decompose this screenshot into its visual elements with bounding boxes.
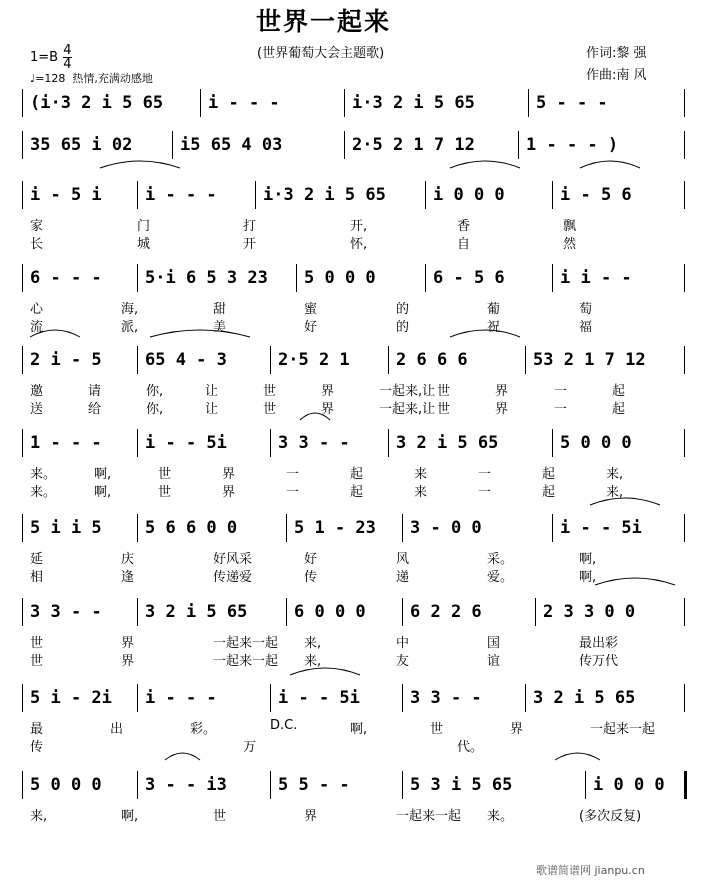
barline [552, 264, 553, 292]
barline [528, 89, 529, 117]
lyric: 萄 [579, 302, 593, 317]
slur [290, 668, 360, 675]
measure-notes: i - - - [145, 185, 217, 205]
measure-notes: i·3 2 i 5 65 [263, 185, 386, 205]
lyric: 起 [350, 485, 364, 500]
lyric: 你, [146, 402, 164, 417]
measure-notes: 5·i 6 5 3 23 [145, 268, 268, 288]
slur [580, 161, 640, 168]
lyric: 的 [396, 320, 410, 335]
watermark: 歌谱简谱网 jianpu.cn [536, 864, 645, 877]
lyric: 一起来一起 [213, 636, 279, 651]
slur [100, 161, 180, 168]
lyric: 啊, [94, 485, 112, 500]
measure-notes: i - - 5i [278, 688, 360, 708]
measure-notes: 3 - - i3 [145, 775, 227, 795]
measure-notes: 5 0 0 0 [304, 268, 376, 288]
lyric: 一 [286, 485, 300, 500]
lyric: 相 [30, 570, 44, 585]
lyric: D.C. [270, 718, 298, 733]
lyric: 送 [30, 402, 44, 417]
lyric: 让 [205, 384, 219, 399]
lyricist: 作词:黎 强 [586, 46, 647, 61]
lyric: 一起来,让 [379, 402, 436, 417]
measure-notes: 3 2 i 5 65 [145, 602, 248, 622]
measure-notes: i - - - [145, 688, 217, 708]
lyric: 界 [495, 402, 509, 417]
lyric: 开, [350, 219, 368, 234]
lyric: 庆 [121, 552, 135, 567]
lyric: 世 [213, 809, 227, 824]
lyric: 逢 [121, 570, 135, 585]
lyric: 一 [554, 402, 568, 417]
barline [684, 89, 685, 117]
lyric: 一 [286, 467, 300, 482]
lyric: 一起来一起 [590, 722, 656, 737]
measure-notes: i - - 5i [145, 433, 227, 453]
measure-notes: i5 65 4 03 [180, 135, 283, 155]
lyric: 界 [510, 722, 524, 737]
lyric: 传 [304, 570, 318, 585]
barline [525, 346, 526, 374]
barline [296, 264, 297, 292]
time-signature: $\frac{4}{4}$ [63, 43, 72, 72]
lyric: 好 [304, 552, 318, 567]
barline [585, 771, 586, 799]
lyric: 来 [414, 467, 428, 482]
lyric: 界 [321, 384, 335, 399]
barline [402, 598, 403, 626]
barline [270, 429, 271, 457]
lyric: 传递爱 [213, 570, 253, 585]
lyric: 最 [30, 722, 44, 737]
lyric: 世 [437, 384, 451, 399]
measure-notes: 6 2 2 6 [410, 602, 482, 622]
lyric: 啊, [350, 722, 368, 737]
lyric: 起 [542, 485, 556, 500]
lyric: 心 [30, 302, 44, 317]
measure-notes: i - 5 i [30, 185, 102, 205]
lyric: 美 [213, 320, 227, 335]
measure-notes: 3 2 i 5 65 [533, 688, 636, 708]
lyric: 世 [158, 485, 172, 500]
barline [137, 346, 138, 374]
lyric: 世 [263, 384, 277, 399]
measure-notes: 1 - - - [30, 433, 102, 453]
lyric: 啊, [121, 809, 139, 824]
lyric: 来。 [30, 485, 57, 500]
lyric: 飘 [563, 219, 577, 234]
slur [150, 330, 250, 337]
lyric: 来, [304, 654, 322, 669]
barline [137, 771, 138, 799]
barline [425, 181, 426, 209]
lyric: 来, [304, 636, 322, 651]
barline [402, 771, 403, 799]
barline [684, 264, 685, 292]
lyric: 出 [110, 722, 124, 737]
lyric: 来, [30, 809, 48, 824]
barline [684, 771, 687, 799]
lyric: 友 [396, 654, 410, 669]
barline [22, 264, 23, 292]
measure-notes: 35 65 i 02 [30, 135, 133, 155]
key-signature [30, 44, 73, 71]
measure-notes: 65 4 - 3 [145, 350, 227, 370]
lyric: 世 [30, 636, 44, 651]
barline [684, 346, 685, 374]
barline [137, 514, 138, 542]
lyric: 打 [243, 219, 257, 234]
barline [22, 131, 23, 159]
lyric: 来, [606, 485, 624, 500]
lyric: 给 [88, 402, 102, 417]
measure-notes: 2 6 6 6 [396, 350, 468, 370]
lyric: 啊, [94, 467, 112, 482]
lyric: 派, [121, 320, 139, 335]
barline [684, 684, 685, 712]
key-label: 1=B [30, 50, 59, 65]
barline [286, 514, 287, 542]
lyric: 好 [304, 320, 318, 335]
lyric: 祝 [487, 320, 501, 335]
measure-notes: 3 3 - - [278, 433, 350, 453]
lyric: 的 [396, 302, 410, 317]
lyric: 好风采 [213, 552, 253, 567]
measure-notes: 2 i - 5 [30, 350, 102, 370]
measure-notes: 6 - - - [30, 268, 102, 288]
lyric: 自 [457, 237, 471, 252]
barline [425, 264, 426, 292]
lyric: 最出彩 [579, 636, 619, 651]
measure-notes: 3 2 i 5 65 [396, 433, 499, 453]
lyric: 世 [430, 722, 444, 737]
lyric: 界 [495, 384, 509, 399]
slur [450, 161, 520, 168]
barline [137, 598, 138, 626]
lyric: 啊, [579, 570, 597, 585]
measure-notes: 5 i i 5 [30, 518, 102, 538]
lyric: 国 [487, 636, 501, 651]
lyric: 万 [243, 740, 257, 755]
lyric: 啊, [579, 552, 597, 567]
lyric: 界 [222, 485, 236, 500]
lyric: 一起来,让 [379, 384, 436, 399]
lyric: 蜜 [304, 302, 318, 317]
barline [22, 429, 23, 457]
barline [684, 429, 685, 457]
barline [388, 429, 389, 457]
lyric: 传万代 [579, 654, 619, 669]
barline [525, 684, 526, 712]
barline [137, 429, 138, 457]
measure-notes: 6 - 5 6 [433, 268, 505, 288]
barline [684, 598, 685, 626]
lyric: 开 [243, 237, 257, 252]
slur [450, 330, 520, 337]
measure-notes: 6 0 0 0 [294, 602, 366, 622]
lyric: 彩。 [190, 722, 217, 737]
tempo-marking: ♩=128 热情,充满动感地 [30, 72, 153, 85]
barline [22, 346, 23, 374]
measure-notes: 3 3 - - [410, 688, 482, 708]
barline [137, 684, 138, 712]
lyric: 世 [30, 654, 44, 669]
lyric: 起 [612, 402, 626, 417]
measure-notes: 5 5 - - [278, 775, 350, 795]
lyric: 请 [88, 384, 102, 399]
lyric: 中 [396, 636, 410, 651]
barline [22, 598, 23, 626]
measure-notes: i - - 5i [560, 518, 642, 538]
song-title: 世界一起来 [256, 7, 392, 36]
lyric: 香 [457, 219, 471, 234]
lyric: 一 [478, 485, 492, 500]
barline [684, 514, 685, 542]
measure-notes: (i·3 2 i 5 65 [30, 93, 164, 113]
barline [518, 131, 519, 159]
lyric: 传 [30, 740, 44, 755]
measure-notes: 5 0 0 0 [560, 433, 632, 453]
barline [535, 598, 536, 626]
measure-notes: 5 i - 2i [30, 688, 112, 708]
lyric: 世 [263, 402, 277, 417]
measure-notes: 3 - 0 0 [410, 518, 482, 538]
measure-notes: 5 1 - 23 [294, 518, 376, 538]
lyric: 来 [414, 485, 428, 500]
lyric: 一起来一起 [396, 809, 462, 824]
lyric: 门 [137, 219, 151, 234]
barline [344, 131, 345, 159]
slur [555, 753, 600, 760]
lyric: 界 [121, 636, 135, 651]
lyric: 起 [542, 467, 556, 482]
measure-notes: i - 5 6 [560, 185, 632, 205]
composer: 作曲:南 风 [586, 68, 647, 83]
measure-notes: i i - - [560, 268, 632, 288]
lyric: 海, [121, 302, 139, 317]
barline [22, 89, 23, 117]
slur [590, 498, 660, 505]
lyric: 一起来一起 [213, 654, 279, 669]
lyric: 界 [121, 654, 135, 669]
measure-notes: 1 - - - ) [526, 135, 619, 155]
measure-notes: 2·5 2 1 7 12 [352, 135, 475, 155]
measure-notes: 2 3 3 0 0 [543, 602, 636, 622]
mood-marking: 热情,充满动感地 [72, 72, 153, 85]
lyric: 福 [579, 320, 593, 335]
lyric: 起 [350, 467, 364, 482]
lyric: 风 [396, 552, 410, 567]
measure-notes: 5 3 i 5 65 [410, 775, 513, 795]
barline [684, 131, 685, 159]
lyric: 你, [146, 384, 164, 399]
barline [137, 181, 138, 209]
measure-notes: i - - - [208, 93, 280, 113]
lyric: 界 [222, 467, 236, 482]
lyric: 让 [205, 402, 219, 417]
measure-notes: 5 0 0 0 [30, 775, 102, 795]
measure-notes: 5 - - - [536, 93, 608, 113]
barline [552, 514, 553, 542]
slur [165, 753, 200, 760]
lyric: 世 [437, 402, 451, 417]
lyric: 一 [478, 467, 492, 482]
lyric: 一 [554, 384, 568, 399]
lyric: 长 [30, 237, 44, 252]
lyric: (多次反复) [579, 809, 642, 824]
barline [286, 598, 287, 626]
barline [402, 514, 403, 542]
barline [270, 346, 271, 374]
barline [344, 89, 345, 117]
lyric: 流 [30, 320, 44, 335]
measure-notes: i·3 2 i 5 65 [352, 93, 475, 113]
lyric: 城 [137, 237, 151, 252]
barline [388, 346, 389, 374]
barline [255, 181, 256, 209]
lyric: 递 [396, 570, 410, 585]
lyric: 界 [304, 809, 318, 824]
measure-notes: 53 2 1 7 12 [533, 350, 646, 370]
slur [595, 578, 675, 585]
barline [270, 771, 271, 799]
lyric: 甜 [213, 302, 227, 317]
barline [200, 89, 201, 117]
measure-notes: 5 6 6 0 0 [145, 518, 238, 538]
barline [172, 131, 173, 159]
measure-notes: i 0 0 0 [593, 775, 665, 795]
measure-notes: 2·5 2 1 [278, 350, 350, 370]
lyric: 然 [563, 237, 577, 252]
barline [22, 514, 23, 542]
barline [22, 181, 23, 209]
barline [684, 181, 685, 209]
lyric: 代。 [457, 740, 484, 755]
lyric: 来。 [30, 467, 57, 482]
lyric: 葡 [487, 302, 501, 317]
lyric: 怀, [350, 237, 368, 252]
lyric: 延 [30, 552, 44, 567]
barline [552, 429, 553, 457]
lyric: 起 [612, 384, 626, 399]
barline [22, 684, 23, 712]
measure-notes: 3 3 - - [30, 602, 102, 622]
lyric: 家 [30, 219, 44, 234]
lyric: 界 [321, 402, 335, 417]
barline [552, 181, 553, 209]
measure-notes: i 0 0 0 [433, 185, 505, 205]
lyric: 来, [606, 467, 624, 482]
lyric: 爱。 [487, 570, 514, 585]
barline [270, 684, 271, 712]
lyric: 采。 [487, 552, 514, 567]
barline [402, 684, 403, 712]
lyric: 世 [158, 467, 172, 482]
barline [22, 771, 23, 799]
song-subtitle: (世界葡萄大会主题歌) [257, 46, 385, 61]
lyric: 邀 [30, 384, 44, 399]
lyric: 来。 [487, 809, 514, 824]
lyric: 谊 [487, 654, 501, 669]
barline [137, 264, 138, 292]
